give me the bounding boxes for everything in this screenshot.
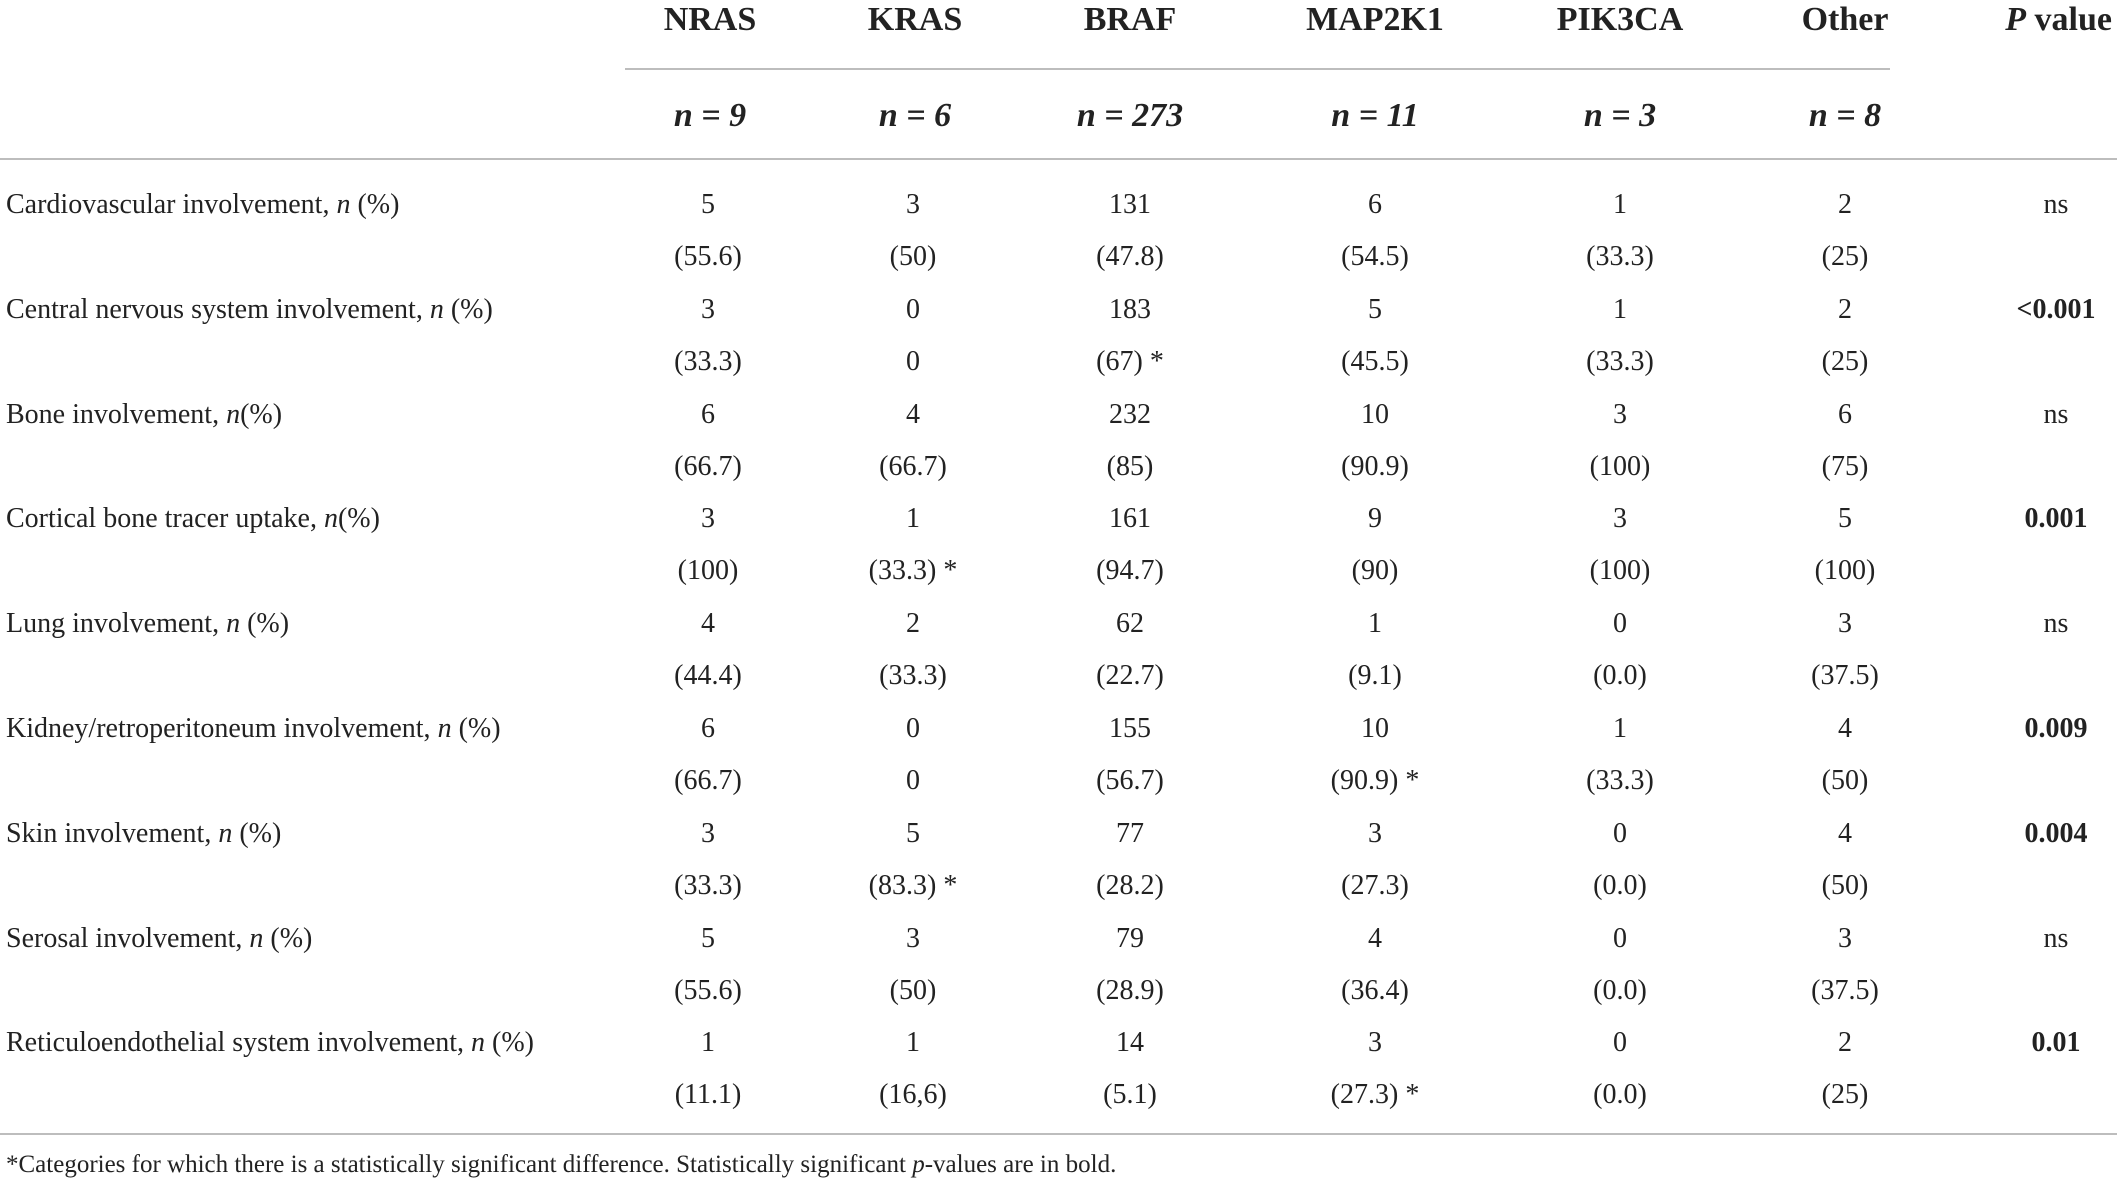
count-cell: 5 xyxy=(701,922,715,954)
count-cell: 5 xyxy=(906,817,920,849)
count-cell: 5 xyxy=(1368,293,1382,325)
row-label-unit-rest: (%) xyxy=(443,293,493,325)
footnote-text-before: *Categories for which there is a statistically significant difference. Statistically significant xyxy=(6,1151,913,1178)
percent-cell: (50) xyxy=(889,974,937,1006)
percent-cell: (28.2) xyxy=(1096,869,1164,901)
count-cell: 3 xyxy=(906,922,920,954)
percent-cell: (25) xyxy=(1821,345,1869,377)
footnote xyxy=(6,1150,1116,1180)
count-cell: 2 xyxy=(1838,1027,1852,1059)
row-label-unit-italic: n xyxy=(226,398,241,430)
count-cell: 1 xyxy=(1368,608,1382,640)
count-cell: 6 xyxy=(701,398,715,430)
row-label-unit-rest: (%) xyxy=(240,398,283,430)
percent-cell: (45.5) xyxy=(1341,345,1409,377)
percent-cell: (33.3) * xyxy=(868,555,958,587)
percent-cell: (9.1) xyxy=(1348,660,1402,692)
percent-cell: (33.3) xyxy=(674,345,742,377)
percent-cell: (100) xyxy=(677,555,739,587)
percent-cell: (90.9) * xyxy=(1330,765,1420,796)
row-label-text: Bone involvement, xyxy=(6,398,220,430)
count-cell: 0 xyxy=(1613,608,1627,640)
row-label-unit-italic: n xyxy=(429,293,444,325)
row-label xyxy=(6,1026,534,1060)
row-label-text: Reticuloendothelial system involvement, xyxy=(6,1027,465,1059)
count-cell: 9 xyxy=(1368,503,1382,535)
percent-cell: (37.5) xyxy=(1811,660,1879,692)
count-cell: 4 xyxy=(1368,922,1382,954)
count-cell: 1 xyxy=(906,503,920,535)
percent-cell: (83.3) * xyxy=(868,869,958,901)
row-label-unit-italic: n xyxy=(226,608,241,640)
percent-cell: (25) xyxy=(1821,1079,1869,1111)
pvalue-header-rest: value xyxy=(2026,1,2112,38)
count-cell: 1 xyxy=(701,1027,715,1059)
count-cell: 3 xyxy=(1368,817,1382,849)
row-label xyxy=(6,712,501,746)
pvalue-cell: ns xyxy=(2043,189,2069,220)
count-cell: 4 xyxy=(1838,713,1852,744)
row-label xyxy=(6,817,281,851)
count-cell: 4 xyxy=(906,398,920,430)
count-cell: 62 xyxy=(1116,608,1144,640)
percent-cell: (0.0) xyxy=(1593,1079,1647,1111)
percent-cell: (50) xyxy=(1821,765,1869,796)
count-cell: 5 xyxy=(701,189,715,220)
count-cell: 3 xyxy=(701,293,715,325)
column-header-braf: BRAF xyxy=(1083,1,1177,38)
percent-cell: (55.6) xyxy=(674,974,742,1006)
row-label-unit-rest: (%) xyxy=(350,189,400,220)
percent-cell: (28.9) xyxy=(1096,974,1164,1006)
count-cell: 2 xyxy=(1838,293,1852,325)
row-label-unit-italic: n xyxy=(437,713,452,744)
row-label-unit-italic: n xyxy=(336,189,351,220)
percent-cell: (16,6) xyxy=(879,1079,947,1111)
percent-cell: (90.9) xyxy=(1341,450,1409,482)
count-cell: 5 xyxy=(1838,503,1852,535)
column-header-other: Other xyxy=(1801,1,1889,38)
percent-cell: 0 xyxy=(906,765,920,796)
row-label-text: Lung involvement, xyxy=(6,608,220,640)
pvalue-cell: ns xyxy=(2043,398,2069,430)
count-cell: 2 xyxy=(1838,189,1852,220)
percent-cell: (75) xyxy=(1821,450,1869,482)
percent-cell: (90) xyxy=(1351,555,1399,587)
pvalue-cell: 0.001 xyxy=(2024,503,2088,535)
row-label-unit-rest: (%) xyxy=(263,922,313,954)
pvalue-cell: 0.004 xyxy=(2024,817,2088,849)
pvalue-header-italic: P xyxy=(2005,1,2027,38)
percent-cell: (100) xyxy=(1589,450,1651,482)
count-cell: 3 xyxy=(701,817,715,849)
column-header-kras: KRAS xyxy=(867,1,963,38)
row-label-unit-rest: (%) xyxy=(240,608,290,640)
column-header-map2k1: MAP2K1 xyxy=(1306,1,1444,38)
count-cell: 3 xyxy=(1613,503,1627,535)
row-label-unit-italic: n xyxy=(323,503,338,535)
count-cell: 3 xyxy=(1838,608,1852,640)
percent-cell: (50) xyxy=(889,241,937,272)
pvalue-cell: 0.01 xyxy=(2031,1027,2081,1059)
row-label-text: Skin involvement, xyxy=(6,817,212,849)
count-cell: 0 xyxy=(1613,922,1627,954)
count-cell: 6 xyxy=(1838,398,1852,430)
percent-cell: (100) xyxy=(1814,555,1876,587)
column-n-other: n = 8 xyxy=(1808,97,1882,134)
percent-cell: (0.0) xyxy=(1593,660,1647,692)
percent-cell: (55.6) xyxy=(674,241,742,272)
column-n-map2k1: n = 11 xyxy=(1331,97,1419,134)
percent-cell: (100) xyxy=(1589,555,1651,587)
percent-cell: 0 xyxy=(906,345,920,377)
row-label xyxy=(6,922,312,956)
table-bottom-rule xyxy=(0,1133,2117,1135)
pvalue-cell: <0.001 xyxy=(2016,293,2096,325)
percent-cell: (25) xyxy=(1821,241,1869,272)
row-label-text: Central nervous system involvement, xyxy=(6,293,423,325)
row-label-text: Kidney/retroperitoneum involvement, xyxy=(6,713,431,744)
percent-cell: (50) xyxy=(1821,869,1869,901)
pvalue-cell: ns xyxy=(2043,608,2069,640)
percent-cell: (36.4) xyxy=(1341,974,1409,1006)
row-label-unit-italic: n xyxy=(249,922,264,954)
footnote-text-after: -values are in bold. xyxy=(924,1151,1117,1178)
percent-cell: (0.0) xyxy=(1593,974,1647,1006)
count-cell: 79 xyxy=(1116,922,1144,954)
count-cell: 3 xyxy=(701,503,715,535)
header-group-rule xyxy=(625,68,1890,70)
count-cell: 3 xyxy=(1368,1027,1382,1059)
count-cell: 10 xyxy=(1361,398,1389,430)
count-cell: 4 xyxy=(701,608,715,640)
row-label-unit-italic: n xyxy=(471,1027,486,1059)
column-header-nras: NRAS xyxy=(663,1,757,38)
column-n-nras: n = 9 xyxy=(673,97,747,134)
row-label-text: Cardiovascular involvement, xyxy=(6,189,330,220)
count-cell: 1 xyxy=(1613,189,1627,220)
row-label-unit-rest: (%) xyxy=(337,503,380,535)
count-cell: 3 xyxy=(906,189,920,220)
percent-cell: (67) * xyxy=(1096,345,1164,377)
count-cell: 0 xyxy=(906,713,920,744)
percent-cell: (22.7) xyxy=(1096,660,1164,692)
column-n-pik3ca: n = 3 xyxy=(1583,97,1657,134)
count-cell: 183 xyxy=(1109,293,1151,325)
column-header-pik3ca: PIK3CA xyxy=(1556,1,1684,38)
percent-cell: (85) xyxy=(1106,450,1154,482)
percent-cell: (47.8) xyxy=(1096,241,1164,272)
percent-cell: (11.1) xyxy=(674,1079,742,1111)
percent-cell: (33.3) xyxy=(1586,241,1654,272)
pvalue-cell: ns xyxy=(2043,922,2069,954)
count-cell: 232 xyxy=(1109,398,1151,430)
column-header-pvalue xyxy=(1960,0,2112,40)
row-label-unit-rest: (%) xyxy=(485,1027,535,1059)
percent-cell: (54.5) xyxy=(1341,241,1409,272)
percent-cell: (56.7) xyxy=(1096,765,1164,796)
count-cell: 0 xyxy=(1613,1027,1627,1059)
row-label-unit-rest: (%) xyxy=(232,817,282,849)
row-label xyxy=(6,293,493,327)
percent-cell: (0.0) xyxy=(1593,869,1647,901)
count-cell: 6 xyxy=(1368,189,1382,220)
header-bottom-rule xyxy=(0,158,2117,160)
percent-cell: (66.7) xyxy=(879,450,947,482)
percent-cell: (94.7) xyxy=(1096,555,1164,587)
percent-cell: (33.3) xyxy=(674,869,742,901)
count-cell: 4 xyxy=(1838,817,1852,849)
percent-cell: (44.4) xyxy=(674,660,742,692)
count-cell: 3 xyxy=(1838,922,1852,954)
count-cell: 2 xyxy=(906,608,920,640)
percent-cell: (27.3) xyxy=(1341,869,1409,901)
count-cell: 1 xyxy=(1613,293,1627,325)
count-cell: 161 xyxy=(1109,503,1151,535)
percent-cell: (33.3) xyxy=(1586,765,1654,796)
count-cell: 155 xyxy=(1109,713,1151,744)
row-label xyxy=(6,502,380,536)
percent-cell: (37.5) xyxy=(1811,974,1879,1006)
footnote-italic-p: p xyxy=(912,1151,925,1178)
percent-cell: (66.7) xyxy=(674,450,742,482)
percent-cell: (33.3) xyxy=(879,660,947,692)
count-cell: 3 xyxy=(1613,398,1627,430)
count-cell: 0 xyxy=(1613,817,1627,849)
row-label xyxy=(6,607,289,641)
row-label-unit-italic: n xyxy=(218,817,233,849)
percent-cell: (27.3) * xyxy=(1330,1079,1420,1111)
count-cell: 77 xyxy=(1116,817,1144,849)
pvalue-cell: 0.009 xyxy=(2024,713,2088,744)
count-cell: 0 xyxy=(906,293,920,325)
column-n-kras: n = 6 xyxy=(878,97,952,134)
count-cell: 10 xyxy=(1361,713,1389,744)
count-cell: 1 xyxy=(906,1027,920,1059)
percent-cell: (5.1) xyxy=(1103,1079,1157,1111)
row-label-text: Cortical bone tracer uptake, xyxy=(6,503,317,535)
count-cell: 6 xyxy=(701,713,715,744)
count-cell: 1 xyxy=(1613,713,1627,744)
count-cell: 131 xyxy=(1109,189,1151,220)
count-cell: 14 xyxy=(1116,1027,1144,1059)
row-label-text: Serosal involvement, xyxy=(6,922,243,954)
row-label xyxy=(6,188,399,222)
row-label-unit-rest: (%) xyxy=(451,713,501,744)
column-n-braf: n = 273 xyxy=(1076,97,1184,134)
percent-cell: (66.7) xyxy=(674,765,742,796)
percent-cell: (33.3) xyxy=(1586,345,1654,377)
row-label xyxy=(6,398,282,432)
